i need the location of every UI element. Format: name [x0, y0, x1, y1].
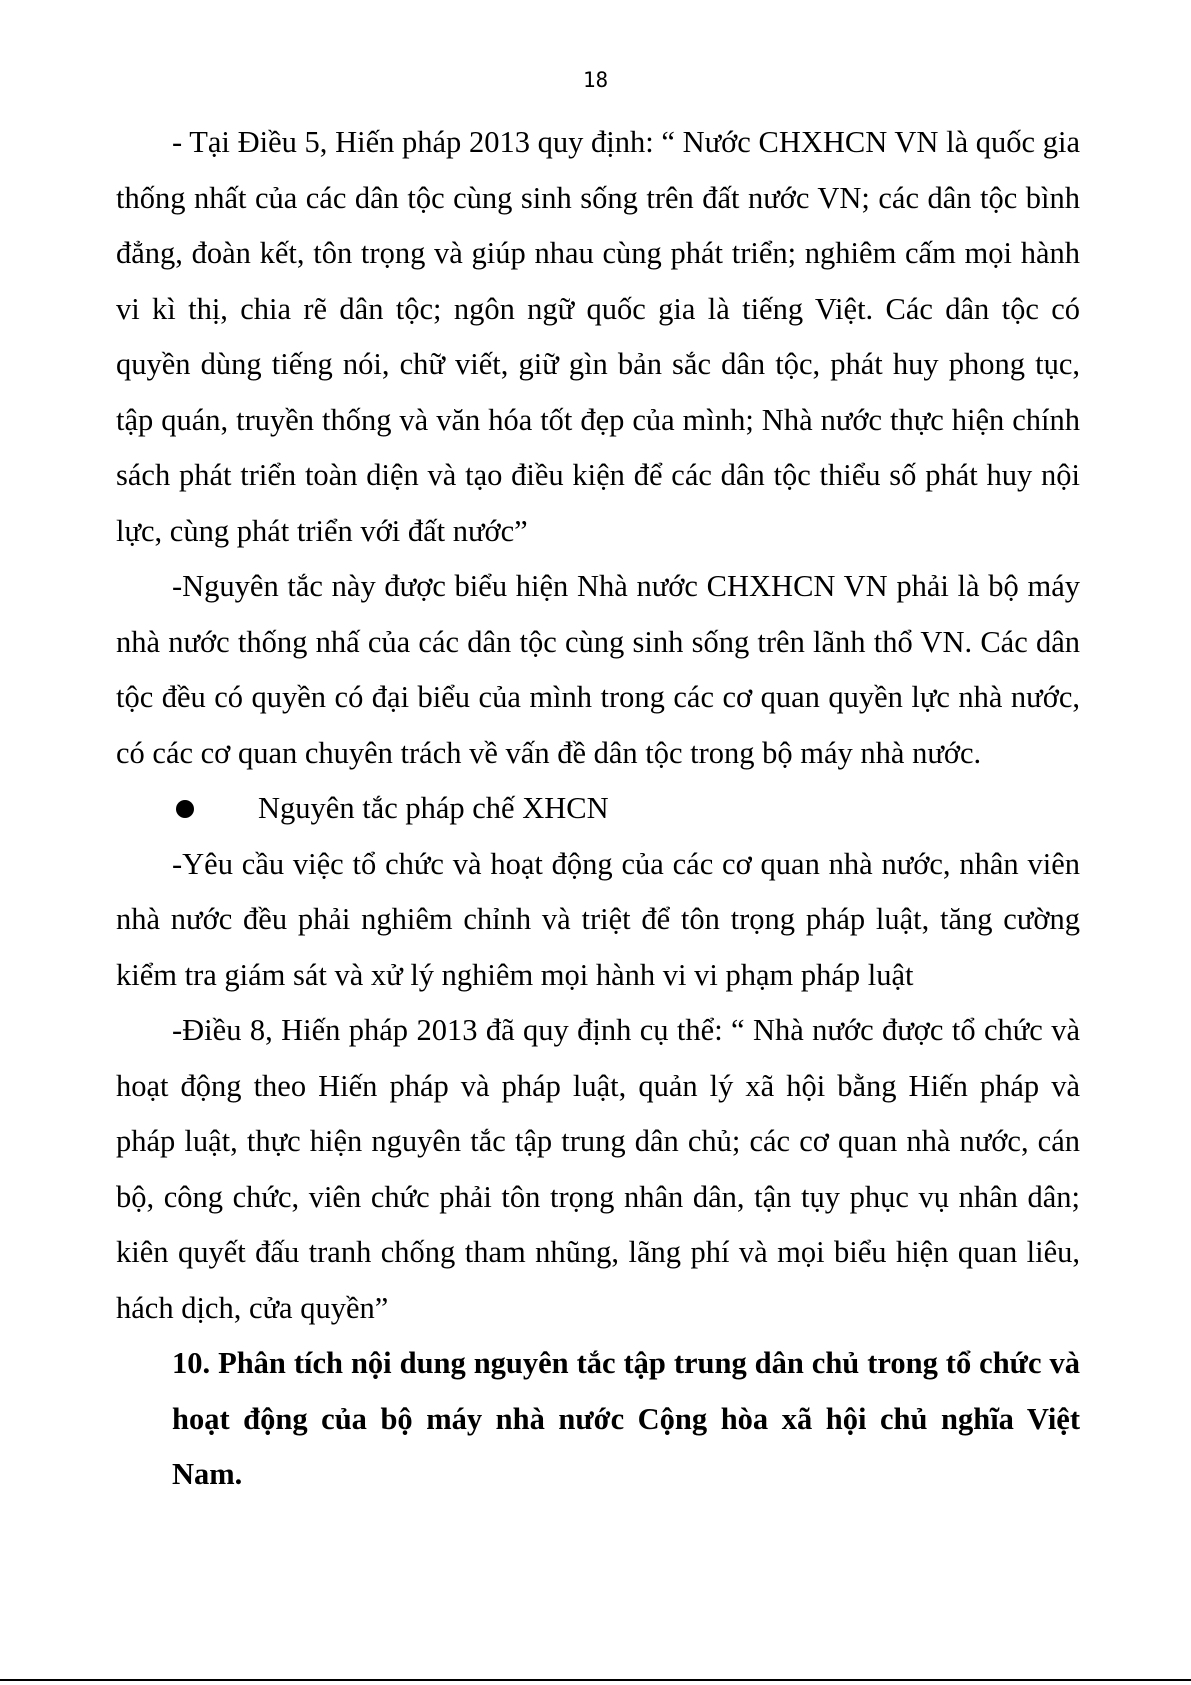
paragraph-principle-expression: -Nguyên tắc này được biểu hiện Nhà nước CHXHCN VN phải là bộ máy nhà nước thống nhấ của các dân tộc cùng sinh sống trên lãnh thổ VN. Các dân tộc đều có quyền có đại biểu của mình trong các cơ quan quyền lực nhà nước, có các cơ quan chuyên trách về vấn đề dân tộc trong bộ máy nhà nước.: [116, 569, 1080, 770]
document-body: [116, 115, 1080, 1503]
question-heading: 10. Phân tích nội dung nguyên tắc tập trung dân chủ trong tổ chức và hoạt động của bộ máy nhà nước Cộng hòa xã hội chủ nghĩa Việt Nam.: [172, 1346, 1080, 1491]
paragraph-article-8: -Điều 8, Hiến pháp 2013 đã quy định cụ thể: “ Nhà nước được tổ chức và hoạt động theo Hiến pháp và pháp luật, quản lý xã hội bằng Hiến pháp và pháp luật, thực hiện nguyên tắc tập trung dân chủ; các cơ quan nhà nước, cán bộ, công chức, viên chức phải tôn trọng nhân dân, tận tụy phục vụ nhân dân; kiên quyết đấu tranh chống tham nhũng, lãng phí và mọi biểu hiện quan liêu, hách dịch, cửa quyền”: [116, 1013, 1080, 1325]
bullet-icon: [176, 800, 194, 818]
bottom-rule: [0, 1679, 1191, 1681]
bullet-heading: [116, 781, 1080, 837]
paragraph-requirement: -Yêu cầu việc tổ chức và hoạt động của các cơ quan nhà nước, nhân viên nhà nước đều phải nghiêm chỉnh và triệt để tôn trọng pháp luật, tăng cường kiểm tra giám sát và xử lý nghiêm mọi hành vi vi phạm pháp luật: [116, 846, 1080, 992]
bullet-heading-text: Nguyên tắc pháp chế XHCN: [258, 791, 609, 825]
paragraph-article-5: - Tại Điều 5, Hiến pháp 2013 quy định: “ Nước CHXHCN VN là quốc gia thống nhất của các dân tộc cùng sinh sống trên đất nước VN; các dân tộc bình đẳng, đoàn kết, tôn trọng và giúp nhau cùng phát triển; nghiêm cấm mọi hành vi kì thị, chia rẽ dân tộc; ngôn ngữ quốc gia là tiếng Việt. Các dân tộc có quyền dùng tiếng nói, chữ viết, giữ gìn bản sắc dân tộc, phát huy phong tục, tập quán, truyền thống và văn hóa tốt đẹp của mình; Nhà nước thực hiện chính sách phát triển toàn diện và tạo điều kiện để các dân tộc thiểu số phát huy nội lực, cùng phát triển với đất nước”: [116, 125, 1080, 548]
page-number: 18: [582, 68, 609, 92]
